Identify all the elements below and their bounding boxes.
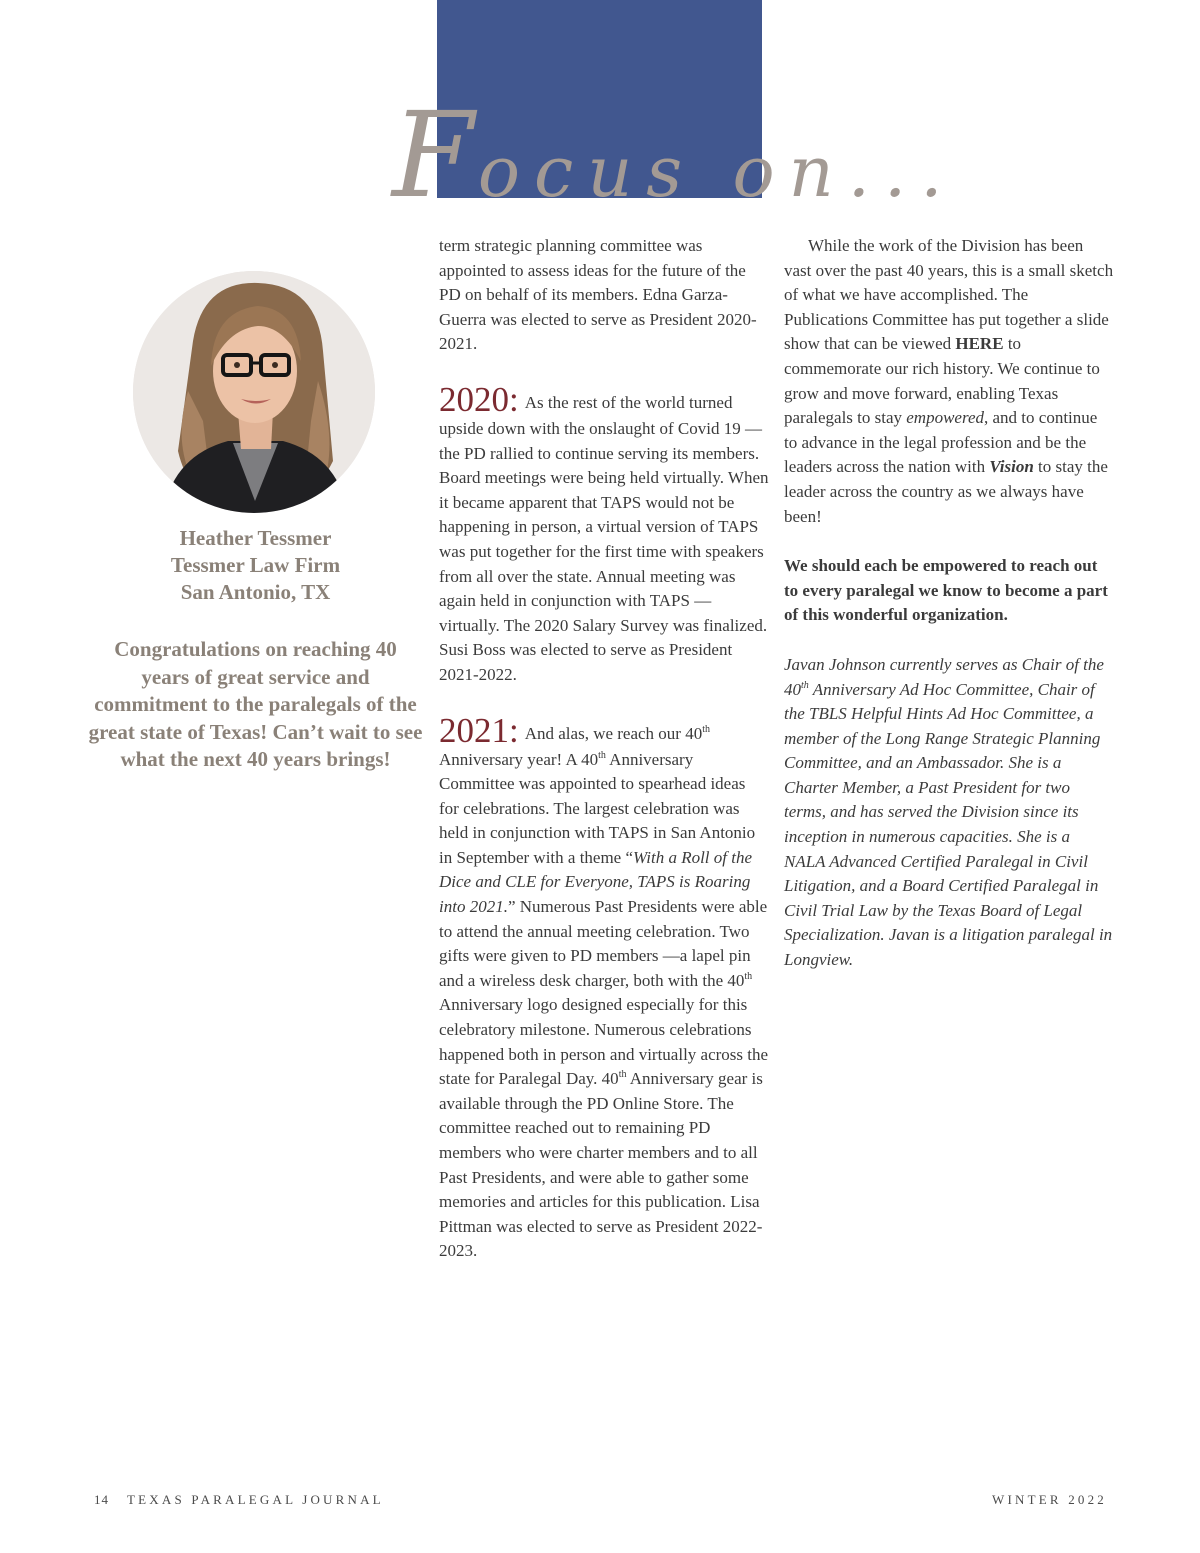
paragraph-2021 xyxy=(439,710,769,1264)
text-2020: As the rest of the world turned upside down with the onslaught of Covid 19 —the PD rallied to continue serving its members. Board meetings were being held virtually. When it became apparent that TAPS would not be happening in person, a virtual version of TAPS was put together for the first time with speakers from all over the state. Annual meeting was again held in conjunction with TAPS —virtually. The 2020 Salary Survey was finalized. Susi Boss was elected to serve as President 2021-2022. xyxy=(439,392,769,684)
profile-name: Heather Tessmer xyxy=(179,526,332,550)
superscript: th xyxy=(702,723,711,735)
right-column xyxy=(784,234,1114,973)
footer-left xyxy=(94,1492,384,1508)
text-2021-part: Anniversary year! A 40 xyxy=(439,749,599,769)
superscript: th xyxy=(618,1069,627,1081)
paragraph-2020 xyxy=(439,379,769,688)
middle-column xyxy=(439,234,769,1264)
year-heading-2020: 2020: xyxy=(439,379,519,419)
empowered-word: empowered xyxy=(906,408,985,428)
taps-theme: With a Roll of the Dice and CLE for Everyone, TAPS is Roaring into 2021. xyxy=(439,847,753,917)
call-to-action: We should each be empowered to reach out to every paralegal we know to become a part of this wonderful organization. xyxy=(784,556,1108,625)
vision-word: Vision xyxy=(989,457,1034,477)
superscript: th xyxy=(801,679,809,691)
profile-location: San Antonio, TX xyxy=(180,580,331,604)
text-2021-part: Anniversary Committee was appointed to spearhead ideas for celebrations. The largest celebration was held in conjunction with TAPS in San Antonio in September with a theme “ xyxy=(439,749,756,867)
superscript: th xyxy=(598,749,606,761)
slideshow-link[interactable]: HERE xyxy=(955,334,1004,354)
summary-text: to stay the leader across the country as we always have been! xyxy=(784,457,1108,526)
text-2021-part: Anniversary logo designed especially for this celebratory milestone. Numerous celebrations happened both in person and virtually across the state for Paralegal Day. 40 xyxy=(439,995,769,1089)
text-2021-part: Anniversary gear is available through the PD Online Store. The committee reached out to remaining PD members who were charter members and to all Past Presidents, and were able to gather some memories and articles for this publication. Lisa Pittman was elected to serve as President 2022-2023. xyxy=(439,1069,763,1261)
portrait-illustration xyxy=(133,271,375,513)
year-heading-2021: 2021: xyxy=(439,710,519,750)
congratulations-message: Congratulations on reaching 40 years of great service and commitment to the paralegals of the great state of Texas! Can’t wait to see what the next 40 years brings! xyxy=(88,637,423,771)
summary-paragraph xyxy=(784,234,1114,529)
portrait-photo xyxy=(133,271,375,513)
intro-paragraph: term strategic planning committee was appointed to assess ideas for the future of the PD on behalf of its members. Edna Garza-Guerra was elected to serve as President 2020-2021. xyxy=(439,236,757,354)
profile-firm: Tessmer Law Firm xyxy=(170,553,341,577)
bio-text: Anniversary Ad Hoc Committee, Chair of the TBLS Helpful Hints Ad Hoc Committee, a member of the Long Range Strategic Planning Committee, and an Ambassador. She is a Charter Member, a Past President for two terms, and has served the Division since its inception in numerous capacities. She is a NALA Advanced Certified Paralegal in Civil Litigation, and a Board Certified Paralegal in Civil Trial Law by the Texas Board of Legal Specialization. Javan is a litigation paralegal in Longview. xyxy=(784,679,1113,970)
issue-label: WINTER 2022 xyxy=(992,1492,1107,1507)
author-bio xyxy=(784,653,1114,973)
summary-text: to commemorate our rich history. We continue to grow and move forward, enabling Texas paralegals to stay xyxy=(784,334,1100,428)
publication-name: TEXAS PARALEGAL JOURNAL xyxy=(127,1492,384,1507)
section-title: Focus on... xyxy=(392,86,957,224)
sidebar-profile xyxy=(88,525,423,774)
superscript: th xyxy=(744,970,753,982)
bio-text: Javan Johnson currently serves as Chair of the 40 xyxy=(784,654,1104,699)
summary-text: While the work of the Division has been vast over the past 40 years, this is a small sketch of what we have accomplished. The Publications Committee has put together a slide show that can be viewed xyxy=(784,236,1114,354)
page-number: 14 xyxy=(94,1492,109,1507)
summary-text: , and to continue to advance in the legal profession and be the leaders across the nation with xyxy=(784,408,1098,477)
text-2021-part: ” Numerous Past Presidents were able to attend the annual meeting celebration. Two gifts were given to PD members —a lapel pin and a wireless desk charger, both with the 40 xyxy=(439,897,768,990)
text-2021-part: And alas, we reach our 40 xyxy=(524,723,703,743)
